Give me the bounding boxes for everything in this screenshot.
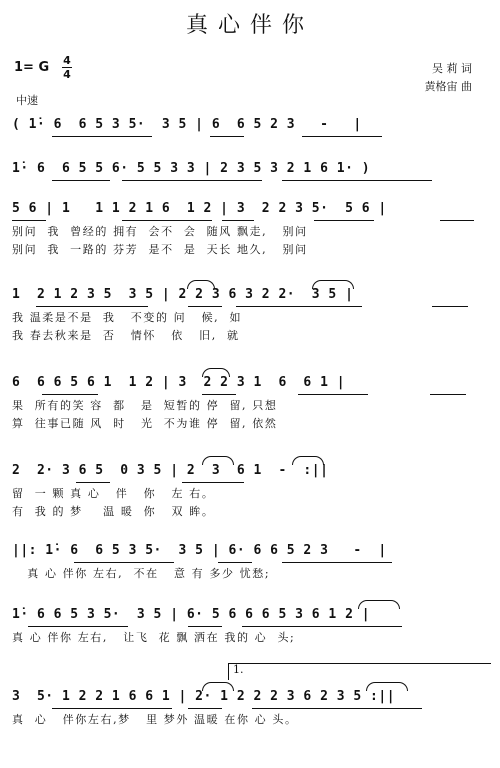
volta-label: 1.	[233, 663, 244, 676]
lyric-line: 算 往事已随 风 时 光 不为谁 停 留, 依然	[12, 417, 278, 430]
notes-line: ||: 1̇· 6 6 5 3 5· 3 5 | 6· 6 6 5 2 3 - |	[12, 543, 387, 558]
notes-line: 1̇· 6 6 5 5 6· 5 5 3 3 | 2 3 5 3 2 1 6 1· )	[12, 161, 371, 176]
song-title: 真心伴你	[185, 13, 314, 38]
underline-beam	[52, 180, 110, 181]
underline-beam	[188, 306, 222, 307]
slur-mark	[366, 682, 408, 691]
underline-beam	[52, 708, 172, 709]
underline-beam	[302, 136, 382, 137]
lyric-line: 我 温柔是不是 我 不变的 问 候, 如	[12, 311, 243, 324]
slur-mark	[202, 456, 234, 465]
underline-beam	[74, 562, 174, 563]
underline-beam	[28, 626, 128, 627]
underline-beam	[252, 708, 422, 709]
underline-beam	[36, 306, 148, 307]
notes-line: 2 2· 3 6 5 0 3 5 | 2 3 6 1 - :||	[12, 463, 329, 478]
underline-beam	[314, 220, 374, 221]
lyric-line: 真 心 伴你 左右, 让飞 花 飘 洒在 我的 心 头;	[12, 631, 296, 644]
slur-mark	[202, 368, 230, 377]
underline-beam	[122, 180, 262, 181]
underline-beam	[188, 626, 222, 627]
composer-credit: 黄格宙 曲	[424, 80, 472, 93]
lyric-line: 真 心 伴你 左右, 不在 意 有 多少 忧愁;	[12, 567, 271, 580]
underline-beam	[282, 562, 392, 563]
tempo-marking: 中速	[16, 94, 38, 107]
underline-beam	[236, 306, 362, 307]
lyric-line: 有 我 的 梦 温 暖 你 双 眸。	[12, 505, 215, 518]
notes-line: ( 1̇· 6 6 5 3 5· 3 5 | 6 6 5 2 3 - |	[12, 117, 362, 132]
underline-beam	[12, 220, 46, 221]
lyric-line: 果 所有的笑 容 都 是 短暂的 停 留, 只想	[12, 399, 278, 412]
time-signature	[62, 55, 72, 80]
lyric-line: 我 春去秋来是 否 情怀 依 旧, 就	[12, 329, 240, 342]
underline-beam	[122, 220, 212, 221]
underline-beam	[52, 136, 152, 137]
volta-bracket	[228, 663, 491, 680]
underline-beam	[432, 306, 468, 307]
lyricist-credit: 吴 莉 词	[432, 62, 472, 75]
underline-beam	[182, 482, 244, 483]
slur-mark	[187, 280, 215, 289]
slur-mark	[202, 682, 234, 691]
notes-line: 3 5· 1 2 2 1 6 6 1 | 2· 1 2 2 2 3 6 2 3 5 :||	[12, 689, 396, 704]
lyric-line: 别问 我 一路的 芬芳 是不 是 天长 地久, 别问	[12, 243, 308, 256]
underline-beam	[440, 220, 474, 221]
underline-beam	[42, 394, 98, 395]
underline-beam	[242, 626, 402, 627]
underline-beam	[188, 708, 222, 709]
lyric-line: 真 心 伴你左右,梦 里 梦外 温暖 在你 心 头。	[12, 713, 298, 726]
key-signature: 1= G	[14, 60, 50, 75]
notes-line: 1̇· 6 6 5 3 5· 3 5 | 6· 5 6 6 6 5 3 6 1 2 |	[12, 607, 371, 622]
underline-beam	[210, 136, 244, 137]
underline-beam	[218, 562, 252, 563]
slur-mark	[358, 600, 400, 609]
underline-beam	[430, 394, 466, 395]
underline-beam	[76, 482, 110, 483]
slur-mark	[312, 280, 354, 289]
notes-line: 6 6 6 5 6 1 1 2 | 3 2 2 3 1 6 6 1 |	[12, 375, 346, 390]
underline-beam	[298, 394, 368, 395]
time-signature-bottom: 4	[63, 68, 71, 81]
underline-beam	[222, 220, 254, 221]
notes-line: 1 2 1 2 3 5 3 5 | 2 2 3 6 3 2 2· 3 5 |	[12, 287, 354, 302]
notes-line: 5 6 | 1 1 1 2 1 6 1 2 | 3 2 2 3 5· 5 6 |	[12, 201, 387, 216]
lyric-line: 别问 我 曾经的 拥有 会不 会 随风 飘走, 别问	[12, 225, 308, 238]
underline-beam	[202, 394, 236, 395]
slur-mark	[292, 456, 324, 465]
lyric-line: 留 一 颗 真 心 伴 你 左 右。	[12, 487, 215, 500]
time-signature-top: 4	[63, 54, 71, 67]
underline-beam	[282, 180, 432, 181]
